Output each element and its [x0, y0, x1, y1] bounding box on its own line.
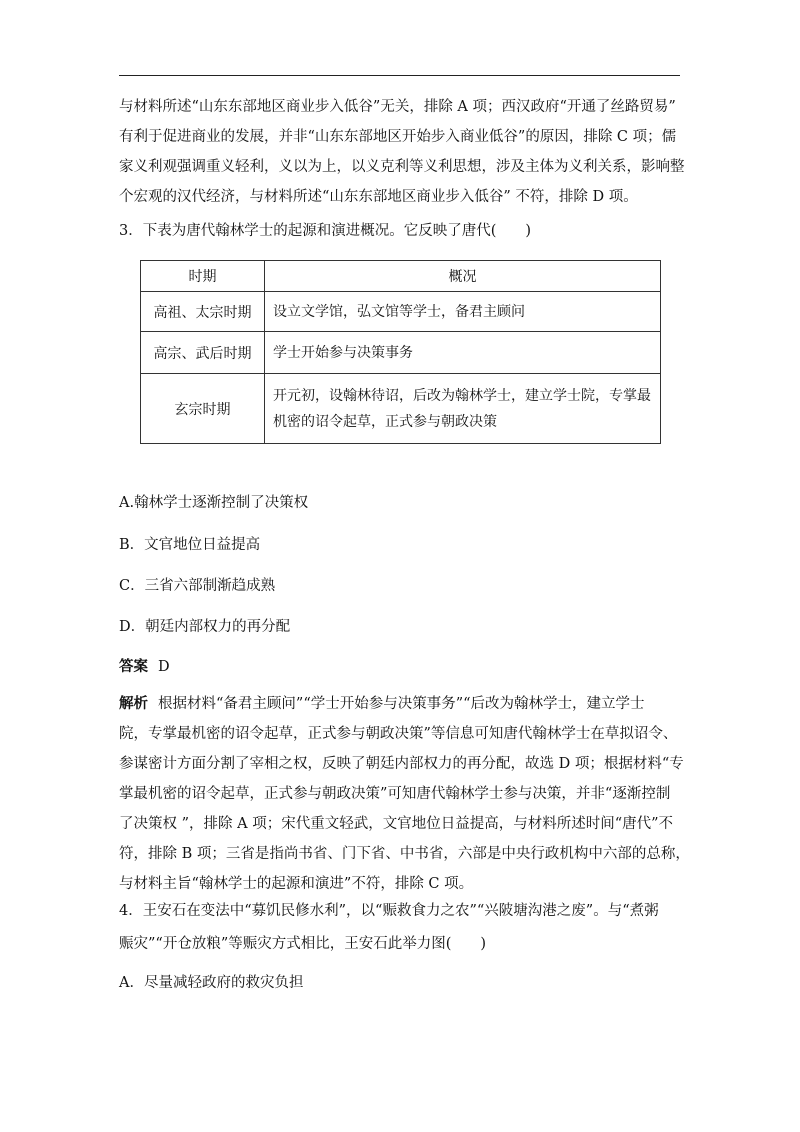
text-line: 与材料所述“山东东部地区商业步入低谷”无关，排除 A 项；西汉政府“开通了丝路贸易”: [119, 99, 676, 115]
question-3-stem: 3．下表为唐代翰林学士的起源和演进概况。它反映了唐代( ): [119, 223, 532, 239]
table-cell-period: 玄宗时期: [141, 374, 265, 444]
option-c: C．三省六部制渐趋成熟: [119, 578, 276, 594]
cell-line: 学士开始参与决策事务: [273, 344, 413, 361]
table-header-period: 时期: [141, 261, 265, 292]
table-row: [141, 332, 661, 374]
answer-value: D: [158, 659, 170, 675]
text-line: 参谋密计方面分割了宰相之权，反映了朝廷内部权力的再分配，故选 D 项；根据材料“专: [119, 756, 684, 772]
text-line: 个宏观的汉代经济，与材料所述“山东东部地区商业步入低谷” 不符，排除 D 项。: [119, 189, 638, 205]
text-line: 家义利观强调重义轻利，义以为上，以义克利等义利思想，涉及主体为义利关系，影响整: [119, 159, 685, 175]
table-row: [141, 292, 661, 332]
table-header-row: [141, 261, 661, 292]
text-line: 掌最机密的诏令起草，正式参与朝政决策”可知唐代翰林学士参与决策，并非“逐渐控制: [119, 786, 671, 802]
cell-line: 机密的诏令起草，正式参与朝政决策: [273, 413, 497, 430]
table-cell-description: [265, 332, 661, 374]
question-4-stem: [119, 895, 680, 961]
option-a: A.翰林学士逐渐控制了决策权: [119, 495, 309, 511]
header-rule: [119, 75, 680, 76]
table-cell-period: 高祖、太宗时期: [141, 292, 265, 332]
answer: [119, 656, 680, 678]
table-header-description: 概况: [265, 261, 661, 292]
text-line: 有利于促进商业的发展，并非“山东东部地区开始步入商业低谷”的原因，排除 C 项；儒: [119, 129, 677, 145]
question-4-option-a: A．尽量减轻政府的救灾负担: [119, 975, 304, 991]
analysis: [119, 689, 690, 899]
text-line: 4．王安石在变法中“募饥民修水利”，以“赈救食力之农”“兴陂塘沟港之废”。与“煮粥: [119, 903, 659, 919]
option-b: B．文官地位日益提高: [119, 537, 261, 553]
option-d: D．朝廷内部权力的再分配: [119, 619, 291, 635]
table-cell-period: 高宗、武后时期: [141, 332, 265, 374]
text-line: [119, 689, 680, 719]
answer-label: 答案: [119, 659, 148, 675]
text-line: 符，排除 B 项；三省是指尚书省、门下省、中书省，六部是中央行政机构中六部的总称，: [119, 846, 690, 862]
text-line: 了决策权 ”，排除 A 项；宋代重文轻武，文官地位日益提高，与材料所述时间“唐代”不: [119, 816, 674, 832]
cell-line: 设立文学馆，弘文馆等学士，备君主顾问: [273, 303, 525, 320]
table-cell-description: [265, 292, 661, 332]
text-line: 院，专掌最机密的诏令起草，正式参与朝政决策”等信息可知唐代翰林学士在草拟诏令、: [119, 726, 678, 742]
history-table: [140, 260, 661, 444]
analysis-text: 根据材料“备君主顾问”“学士开始参与决策事务”“后改为翰林学士，建立学士: [158, 696, 645, 712]
analysis-label: 解析: [119, 696, 148, 712]
text-line: 赈灾”“开仓放粮”等赈灾方式相比，王安石此举力图( ): [119, 936, 487, 952]
table-cell-description: [265, 374, 661, 444]
previous-explanation: [119, 92, 685, 212]
table-row: [141, 374, 661, 444]
cell-line: 开元初，设翰林待诏，后改为翰林学士，建立学士院，专掌最: [273, 387, 651, 404]
text-line: 与材料主旨“翰林学士的起源和演进”不符，排除 C 项。: [119, 876, 474, 892]
